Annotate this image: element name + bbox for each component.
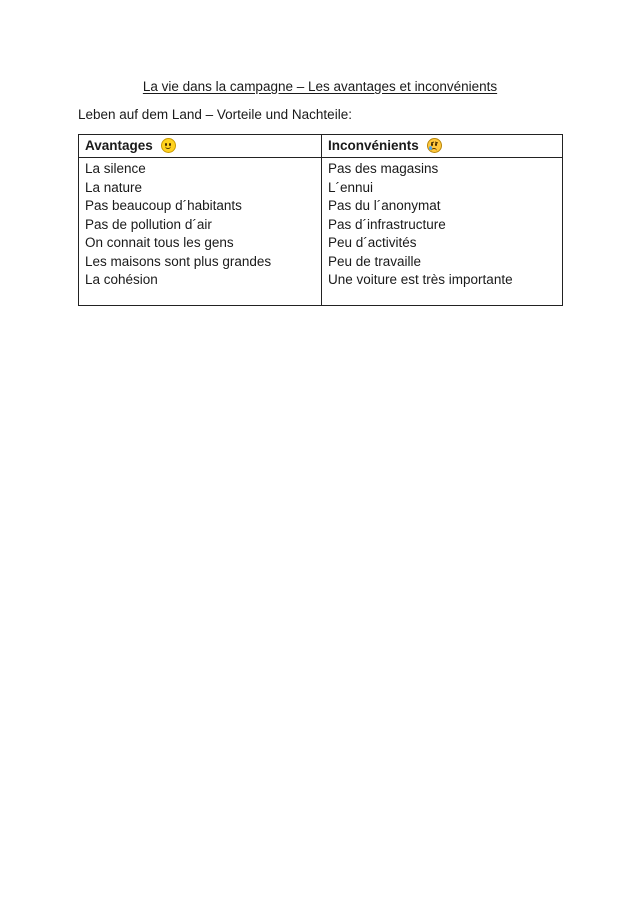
- avantages-cell: [79, 158, 322, 306]
- inconvenients-header-label: Inconvénients: [328, 138, 419, 153]
- list-item: On connait tous les gens: [85, 235, 234, 250]
- list-item: La nature: [85, 179, 143, 195]
- inconvenients-header: [322, 135, 563, 158]
- list-item: Pas beaucoup d´habitants: [85, 198, 242, 213]
- list-item: Peu de travaille: [328, 253, 422, 269]
- document-title: [0, 77, 640, 97]
- smiling-face-icon: [161, 138, 176, 153]
- pros-cons-table: [78, 134, 563, 306]
- list-item: Les maisons sont plus grandes: [85, 253, 272, 269]
- sad-tear-face-icon: [427, 138, 442, 153]
- list-item: Une voiture est très importante: [328, 272, 513, 287]
- list-item: Peu d´activités: [328, 235, 417, 250]
- avantages-header: [79, 135, 322, 158]
- document-title-text: La vie dans la campagne – Les avantages et inconvénients: [142, 79, 498, 94]
- list-item: La silence: [85, 161, 146, 176]
- document-subtitle: Leben auf dem Land – Vorteile und Nachteile:: [78, 107, 352, 122]
- table-body-row: [79, 158, 563, 306]
- avantages-header-label: Avantages: [85, 138, 153, 153]
- table-header-row: [79, 135, 563, 158]
- inconvenients-cell: [322, 158, 563, 306]
- list-item: L´ennui: [328, 179, 374, 195]
- list-item: Pas des magasins: [328, 161, 439, 176]
- list-item: Pas d´infrastructure: [328, 216, 446, 232]
- list-item: La cohésion: [85, 272, 158, 287]
- list-item: Pas du l´anonymat: [328, 198, 441, 213]
- list-item: Pas de pollution d´air: [85, 216, 212, 232]
